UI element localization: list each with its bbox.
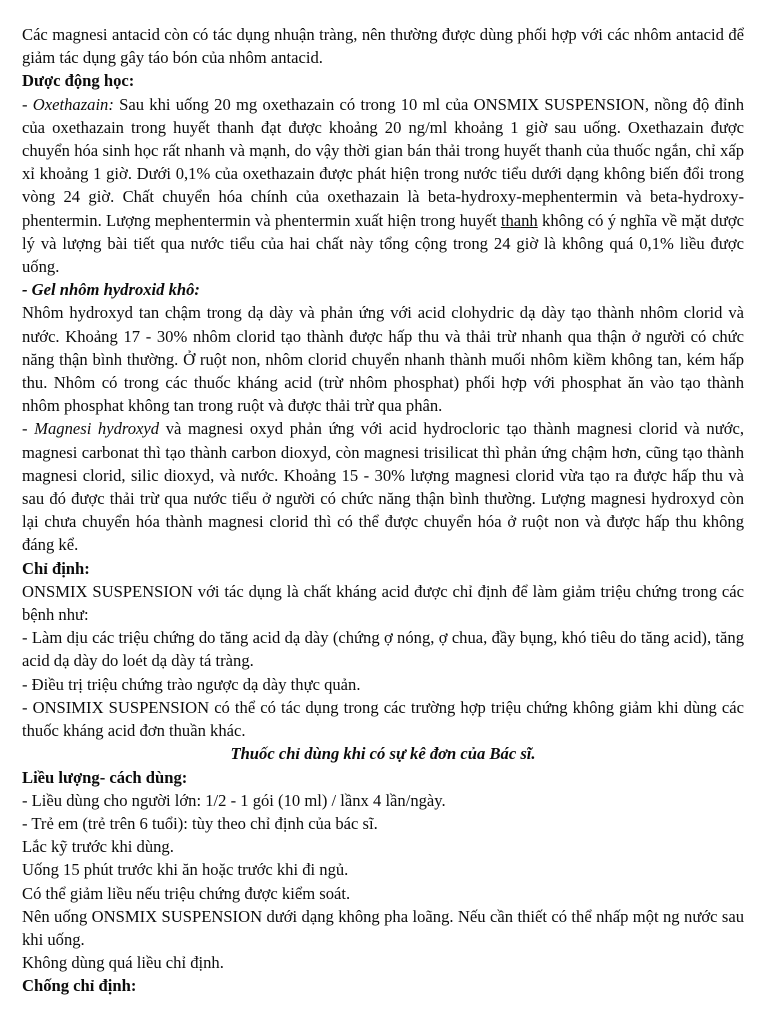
note-prescription-only: Thuốc chỉ dùng khi có sự kê đơn của Bác sĩ.: [230, 744, 536, 764]
para-reduce-dose: Có thể giảm liều nếu triệu chứng được kiểm soát.: [22, 883, 351, 903]
para-nhom-hydroxyd: Nhôm hydroxyd tan chậm trong dạ dày và phản ứng với acid clohydric dạ dày tạo thành nhôm clorid và nước. Khoảng 17 - 30% nhôm clorid tạo thành được hấp thu và thải trừ nhanh qua thận ở người có chức năng thận bình thường. Ở ruột non, nhôm clorid chuyển nhanh thành muối nhôm kiềm không tan, kém hấp thu. Nhôm có trong các thuốc kháng acid (trừ nhôm phosphat) phối hợp với phosphat ăn vào tạo thành nhôm phosphat không tan trong ruột và được thải trừ qua phân.: [22, 303, 744, 416]
para-shake-well: Lắc kỹ trước khi dùng.: [22, 837, 174, 857]
para-oxethazain: [22, 93, 744, 279]
oxethazain-body-2: không có ý nghĩa về mặt dược lý và lượng bài tiết qua nước tiểu của hai chất này tổng cộng trong 24 giờ là không quá 0,1% liều được uống.: [22, 210, 744, 277]
para-indication-reflux: - Điều trị triệu chứng trào ngược dạ dày thực quản.: [22, 674, 361, 694]
para-indication-other-antacids: - ONSIMIX SUSPENSION có thể có tác dụng trong các trường hợp triệu chứng không giảm khi dùng các thuốc kháng acid đơn thuần khác.: [22, 697, 744, 741]
magnesi-hydroxyd-lead: - Magnesi hydroxyd: [22, 419, 160, 439]
para-take-before-meal: Uống 15 phút trước khi ăn hoặc trước khi đi ngủ.: [22, 860, 349, 880]
para-magnesi-antacid-intro: Các magnesi antacid còn có tác dụng nhuận tràng, nên thường được dùng phối hợp với các nhôm antacid để giảm tác dụng gây táo bón của nhôm antacid.: [22, 25, 744, 68]
heading-contraindications: Chống chỉ định:: [22, 976, 137, 996]
heading-pharmacokinetics: Dược động học:: [22, 71, 135, 91]
heading-gel-nhom-hydroxid: - Gel nhôm hydroxid khô:: [22, 280, 200, 300]
magnesi-hydroxyd-body: và magnesi oxyd phản ứng với acid hydrocloric tạo thành magnesi clorid và nước, magnesi carbonat thì tạo thành carbon dioxyd, còn magnesi trisilicat thì phản ứng chậm hơn, cũng tạo thành magnesi clorid, silic dioxyd, và nước. Khoảng 15 - 30% lượng magnesi clorid vừa tạo ra được hấp thu và sau đó được thải trừ qua nước tiểu ở người có chức năng thận bình thường. Lượng magnesi hydroxyd còn lại chưa chuyển hóa thành magnesi clorid thì có thể được chuyển hóa ở ruột non và được hấp thu không đáng kể.: [22, 419, 745, 555]
heading-dosage: Liều lượng- cách dùng:: [22, 767, 188, 787]
heading-chi-dinh: Chỉ định:: [22, 558, 90, 578]
para-no-overdose: Không dùng quá liều chỉ định.: [22, 953, 224, 973]
para-indication-intro: ONSMIX SUSPENSION với tác dụng là chất kháng acid được chỉ định để làm giảm triệu chứng trong các bệnh như:: [22, 581, 744, 625]
oxethazain-lead: - Oxethazain:: [22, 94, 114, 114]
oxethazain-underlined-word: thanh: [500, 210, 538, 230]
para-indication-relief: - Làm dịu các triệu chứng do tăng acid dạ dày (chứng ợ nóng, ợ chua, đầy bụng, khó tiêu do tăng acid), tăng acid dạ dày do loét dạ dày tá tràng.: [22, 628, 744, 671]
para-dose-children: - Trẻ em (trẻ trên 6 tuổi): tùy theo chỉ định của bác sĩ.: [22, 813, 378, 833]
para-magnesi-hydroxyd: [22, 417, 744, 556]
para-dose-adult: - Liều dùng cho người lớn: 1/2 - 1 gói (10 ml) / lầnx 4 lần/ngày.: [22, 790, 446, 810]
para-take-undiluted: Nên uống ONSMIX SUSPENSION dưới dạng không pha loãng. Nếu cần thiết có thể nhấp một ng nước sau khi uống.: [22, 906, 744, 949]
oxethazain-body-1: Sau khi uống 20 mg oxethazain có trong 10 ml của ONSMIX SUSPENSION, nồng độ đỉnh của oxethazain trong huyết thanh đạt được khoảng 20 ng/ml khoảng 1 giờ sau uống. Oxethazain được chuyển hóa sinh học rất nhanh và mạnh, do vậy thời gian bán thải trong huyết thanh của thuốc ngắn, chỉ xấp xỉ khoảng 1 giờ. Dưới 0,1% của oxethazain được phát hiện trong nước tiểu dưới dạng không biến đổi trong vòng 24 giờ. Chất chuyển hóa chính của oxethazain là beta-hydroxy-mephentermin và beta-hydroxy-phentermin. Lượng mephentermin và phentermin xuất hiện trong huyết: [22, 94, 745, 230]
